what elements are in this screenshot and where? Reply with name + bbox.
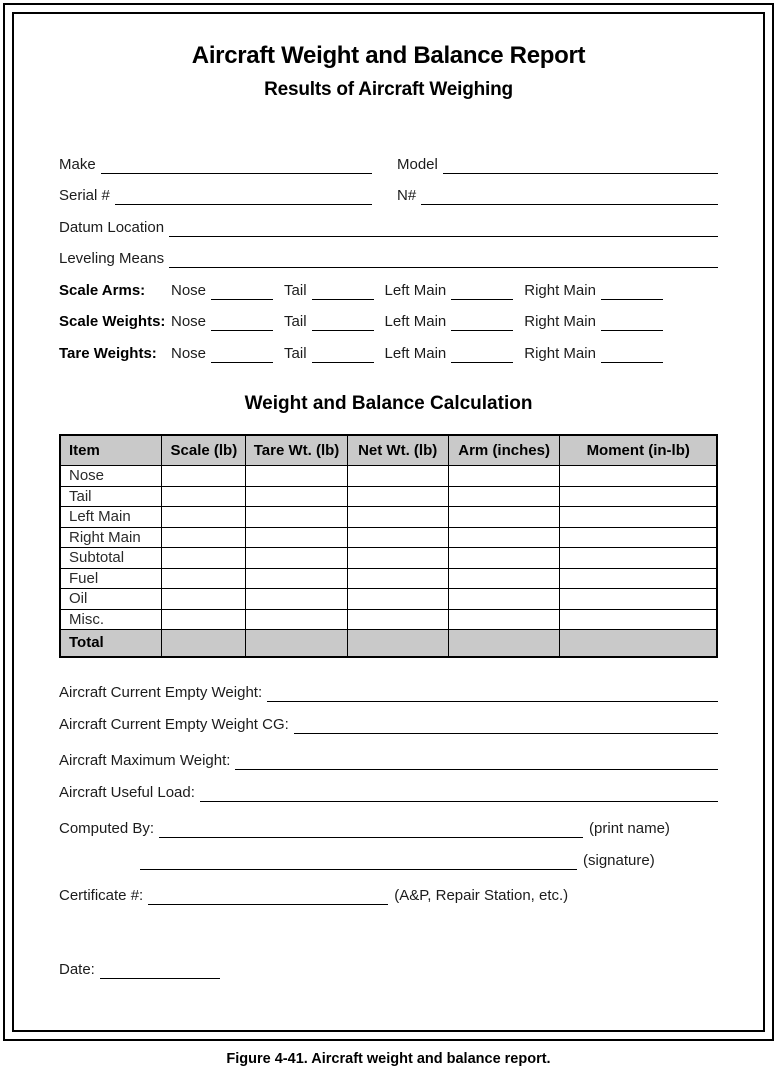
empty-weight-cg-label: Aircraft Current Empty Weight CG: [59,715,289,733]
make-model-row [59,142,718,174]
scale-arms-nose-label: Nose [171,281,207,299]
scale-weights-row [59,300,718,332]
right-main-scale-cell[interactable] [162,527,246,548]
oil-moment-cell[interactable] [560,589,717,610]
make-field[interactable] [101,173,372,174]
scale-weights-tail-label: Tail [284,313,307,330]
total-tare-cell[interactable] [246,630,347,657]
row-label: Subtotal [60,548,162,569]
nose-scale-cell[interactable] [162,466,246,487]
serial-label: Serial # [59,187,110,204]
datum-location-row [59,205,718,237]
summary-section [59,671,718,980]
certificate-row [59,873,718,905]
scale-weights-nose-field[interactable] [211,330,273,331]
row-label: Left Main [60,507,162,528]
scale-weights-label: Scale Weights: [59,313,166,330]
oil-net-cell[interactable] [347,589,448,610]
row-label: Nose [60,466,162,487]
scale-arms-row [59,268,718,300]
total-scale-cell[interactable] [162,630,246,657]
scale-weights-nose-label: Nose [171,313,207,330]
subtotal-scale-cell[interactable] [162,548,246,569]
oil-arm-cell[interactable] [448,589,560,610]
leveling-means-label: Leveling Means [59,250,165,267]
left-main-moment-cell[interactable] [560,507,717,528]
table-row-nose [60,466,717,487]
table-row-oil [60,589,717,610]
col-header-item: Item [60,435,162,466]
certificate-field[interactable] [148,904,388,905]
weight-balance-table [59,434,718,658]
tail-scale-cell[interactable] [162,486,246,507]
computed-by-row [59,807,718,839]
total-arm-cell[interactable] [448,630,560,657]
model-label: Model [397,155,438,173]
empty-weight-cg-field[interactable] [294,733,718,734]
useful-load-row [59,770,718,802]
scale-arms-left-main-label: Left Main [384,281,447,299]
empty-weight-cg-row [59,702,718,734]
serial-nnumber-row [59,174,718,206]
tare-weights-nose-field[interactable] [211,362,273,363]
col-header-moment: Moment (in-lb) [560,435,717,466]
useful-load-field[interactable] [200,801,718,802]
left-main-arm-cell[interactable] [448,507,560,528]
scale-weights-right-main-field[interactable] [601,330,663,331]
nose-net-cell[interactable] [347,466,448,487]
calculation-section-title: Weight and Balance Calculation [244,392,533,414]
table-row-fuel [60,568,717,589]
fuel-moment-cell[interactable] [560,568,717,589]
tare-weights-right-main-label: Right Main [524,344,596,362]
tare-weights-tail-label: Tail [284,344,307,362]
computed-by-label: Computed By: [59,820,155,837]
page-border-outer [3,3,774,1041]
right-main-moment-cell[interactable] [560,527,717,548]
signature-note: (signature) [583,851,655,869]
col-header-tare: Tare Wt. (lb) [246,435,347,466]
misc-arm-cell[interactable] [448,609,560,630]
page-subtitle: Results of Aircraft Weighing [264,79,513,100]
scale-weights-right-main-label: Right Main [524,313,596,330]
tare-weights-left-main-field[interactable] [451,362,513,363]
serial-field[interactable] [115,204,372,205]
total-moment-cell[interactable] [560,630,717,657]
maximum-weight-row [59,739,718,771]
scale-weights-left-main-label: Left Main [384,313,447,330]
scale-arms-right-main-field[interactable] [601,299,663,300]
certificate-label: Certificate #: [59,886,144,904]
computed-by-field[interactable] [159,837,583,838]
left-main-net-cell[interactable] [347,507,448,528]
scale-arms-left-main-field[interactable] [451,299,513,300]
tare-weights-nose-label: Nose [171,344,207,362]
date-field[interactable] [100,978,220,979]
row-label: Tail [60,486,162,507]
misc-net-cell[interactable] [347,609,448,630]
table-row-left-main [60,507,717,528]
tare-weights-row [59,331,718,363]
nose-tare-cell[interactable] [246,466,347,487]
subtotal-net-cell[interactable] [347,548,448,569]
page-title: Aircraft Weight and Balance Report [191,42,586,69]
model-field[interactable] [443,173,718,174]
right-main-net-cell[interactable] [347,527,448,548]
scale-arms-tail-field[interactable] [312,299,374,300]
useful-load-label: Aircraft Useful Load: [59,783,195,801]
n-number-field[interactable] [421,204,718,205]
subtotal-arm-cell[interactable] [448,548,560,569]
right-main-tare-cell[interactable] [246,527,347,548]
tare-weights-label: Tare Weights: [59,344,157,362]
leveling-means-row [59,237,718,269]
scale-arms-label: Scale Arms: [59,281,146,299]
left-main-tare-cell[interactable] [246,507,347,528]
table-row-misc [60,609,717,630]
nose-arm-cell[interactable] [448,466,560,487]
scale-arms-right-main-label: Right Main [524,281,596,299]
table-header-row [60,435,717,466]
make-label: Make [59,155,96,173]
scale-weights-tail-field[interactable] [312,330,374,331]
figure-caption: Figure 4-41. Aircraft weight and balance report. [226,1051,551,1067]
n-number-label: N# [397,187,417,204]
left-main-scale-cell[interactable] [162,507,246,528]
tail-moment-cell[interactable] [560,486,717,507]
report-form [14,42,763,1058]
page-border-inner [12,12,765,1032]
certificate-note: (A&P, Repair Station, etc.) [394,886,569,904]
tail-tare-cell[interactable] [246,486,347,507]
empty-weight-row [59,671,718,703]
fuel-arm-cell[interactable] [448,568,560,589]
date-label: Date: [59,961,95,978]
total-net-cell[interactable] [347,630,448,657]
maximum-weight-field[interactable] [235,769,718,770]
misc-scale-cell[interactable] [162,609,246,630]
tare-weights-left-main-label: Left Main [384,344,447,362]
tail-net-cell[interactable] [347,486,448,507]
empty-weight-field[interactable] [267,701,718,702]
scale-arms-nose-field[interactable] [211,299,273,300]
oil-tare-cell[interactable] [246,589,347,610]
col-header-net: Net Wt. (lb) [347,435,448,466]
datum-location-field[interactable] [169,236,718,237]
row-label: Fuel [60,568,162,589]
table-row-tail [60,486,717,507]
subtotal-moment-cell[interactable] [560,548,717,569]
datum-location-label: Datum Location [59,218,165,236]
scale-weights-left-main-field[interactable] [451,330,513,331]
tail-arm-cell[interactable] [448,486,560,507]
oil-scale-cell[interactable] [162,589,246,610]
total-label: Total [60,630,162,657]
right-main-arm-cell[interactable] [448,527,560,548]
signature-row [59,838,718,870]
table-row-total [60,630,717,657]
signature-field[interactable] [140,869,577,870]
tare-weights-tail-field[interactable] [312,362,374,363]
table-row-subtotal [60,548,717,569]
tare-weights-right-main-field[interactable] [601,362,663,363]
row-label: Misc. [60,609,162,630]
maximum-weight-label: Aircraft Maximum Weight: [59,752,231,769]
scale-arms-tail-label: Tail [284,281,307,299]
leveling-means-field[interactable] [169,267,718,268]
misc-tare-cell[interactable] [246,609,347,630]
table-row-right-main [60,527,717,548]
aircraft-identification-section [59,142,718,363]
date-row [59,948,718,980]
row-label: Right Main [60,527,162,548]
fuel-scale-cell[interactable] [162,568,246,589]
col-header-arm: Arm (inches) [448,435,560,466]
fuel-tare-cell[interactable] [246,568,347,589]
print-name-note: (print name) [589,820,670,837]
subtotal-tare-cell[interactable] [246,548,347,569]
fuel-net-cell[interactable] [347,568,448,589]
row-label: Oil [60,589,162,610]
misc-moment-cell[interactable] [560,609,717,630]
nose-moment-cell[interactable] [560,466,717,487]
col-header-scale: Scale (lb) [162,435,246,466]
empty-weight-label: Aircraft Current Empty Weight: [59,684,263,701]
